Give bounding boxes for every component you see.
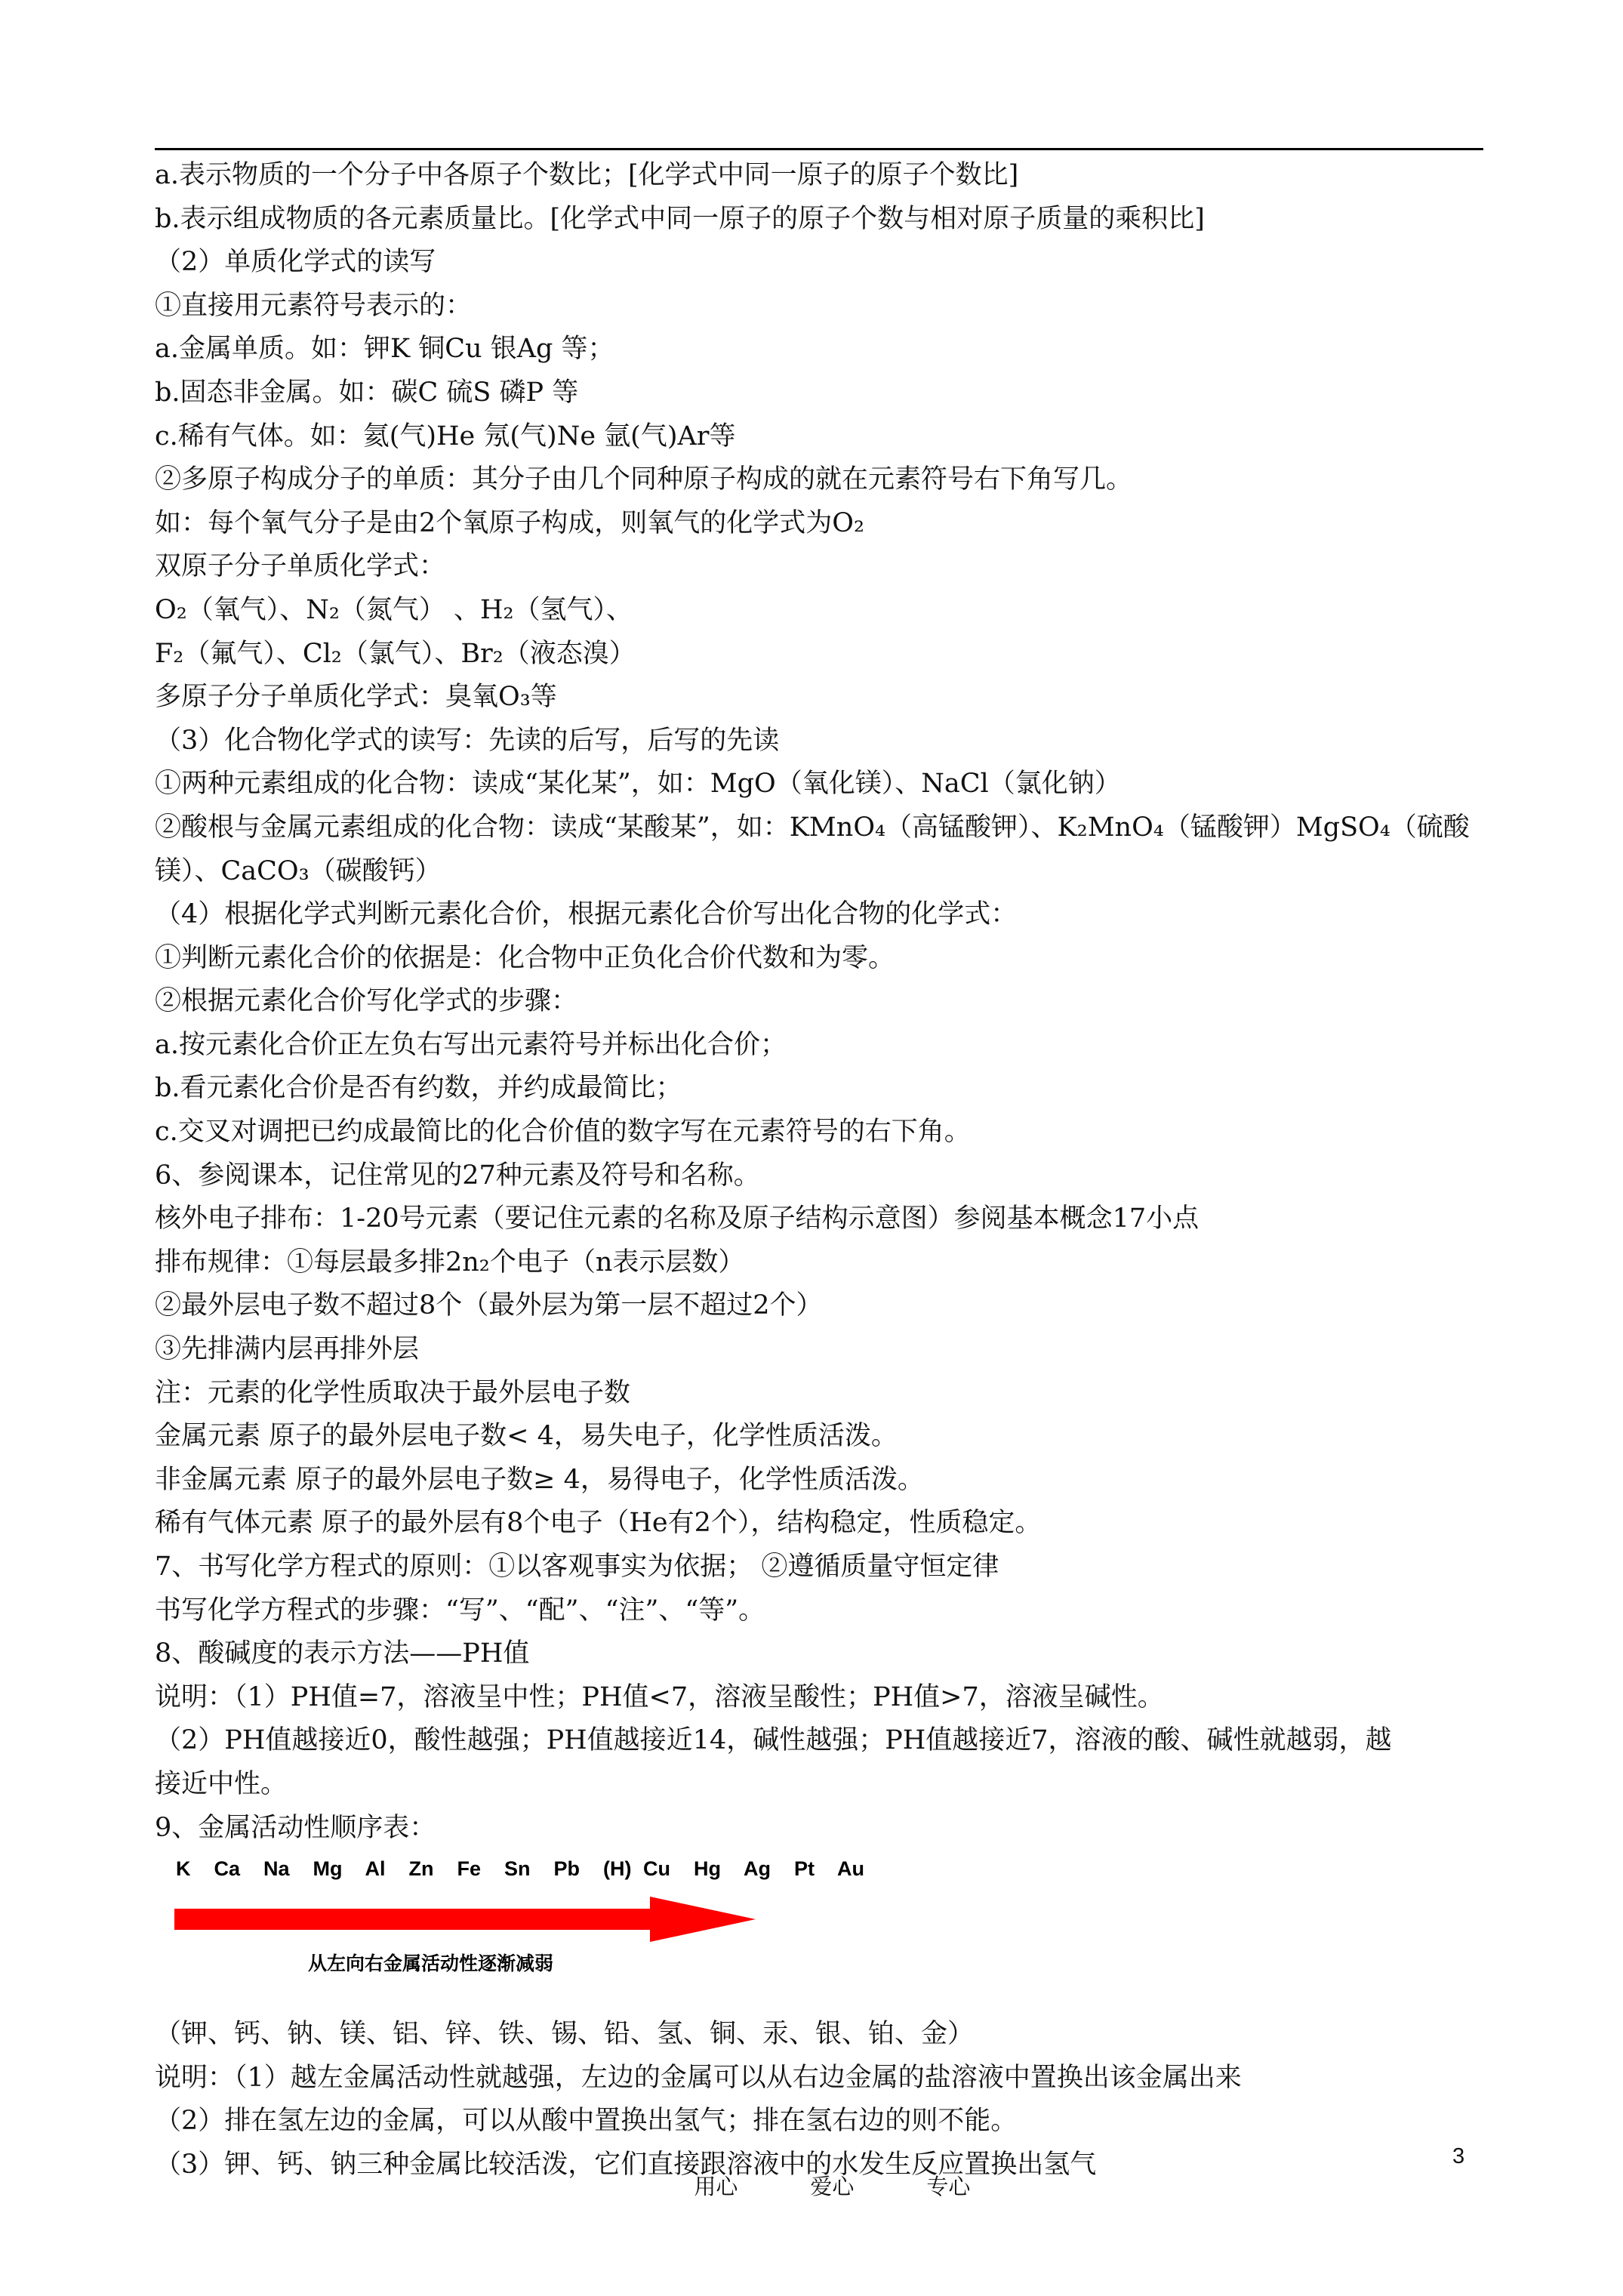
- footer-motto: [652, 2144, 1042, 2227]
- text-line: （4）根据化学式判断元素化合价，根据元素化合价写出化合物的化学式：: [155, 899, 1018, 930]
- text-line: ①两种元素组成的化合物：读成“某化某”，如：MgO（氧化镁）、NaCl（氯化钠）: [155, 769, 1121, 800]
- arrow-right-icon: [174, 1897, 756, 1942]
- text-line: a.金属单质。如：钾K 铜Cu 银Ag 等；: [155, 334, 614, 365]
- text-line: 注：元素的化学性质取决于最外层电子数: [155, 1377, 631, 1408]
- footer-motto-1: 用心: [694, 2174, 738, 2199]
- text-line: 核外电子排布：1-20号元素（要记住元素的名称及原子结构示意图）参阅基本概念17小点: [155, 1203, 1200, 1234]
- text-line: ③先排满内层再排外层: [155, 1334, 420, 1365]
- text-line: 书写化学方程式的步骤：“写”、“配”、“注”、“等”。: [155, 1595, 765, 1626]
- metal-activity-series-figure: [155, 1850, 1491, 2013]
- text-line: ①判断元素化合价的依据是：化合物中正负化合价代数和为零。: [155, 942, 895, 973]
- text-line: b.固态非金属。如：碳C 硫S 磷P 等: [155, 377, 579, 408]
- text-line: 7、书写化学方程式的原则：①以客观事实为依据； ②遵循质量守恒定律: [155, 1552, 999, 1582]
- text-line: 8、酸碱度的表示方法——PH值: [155, 1638, 530, 1669]
- text-line: ②根据元素化合价写化学式的步骤：: [155, 986, 578, 1017]
- page-number: 3: [1452, 2144, 1465, 2168]
- text-line: 排布规律：①每层最多排2n₂个电子（n表示层数）: [155, 1247, 745, 1277]
- text-line: b.看元素化合价是否有约数，并约成最简比；: [155, 1073, 682, 1104]
- text-line: O₂（氧气）、N₂（氮气） 、H₂（氢气）、: [155, 594, 633, 625]
- text-line: 双原子分子单质化学式：: [155, 551, 446, 582]
- header-rule: [155, 148, 1483, 150]
- text-line: 金属元素 原子的最外层电子数< 4，易失电子，化学性质活泼。: [155, 1421, 898, 1452]
- text-block-upper: [155, 154, 1491, 1850]
- body-text: [155, 154, 1491, 2187]
- text-line: ②最外层电子数不超过8个（最外层为第一层不超过2个）: [155, 1290, 823, 1321]
- text-line: 说明：（1）越左金属活动性就越强，左边的金属可以从右边金属的盐溶液中置换出该金属出来: [155, 2062, 1242, 2093]
- footer-motto-2: 爱心: [810, 2174, 855, 2199]
- text-line: c.稀有气体。如：氦(气)He 氖(气)Ne 氩(气)Ar等: [155, 421, 736, 451]
- text-line: a.表示物质的一个分子中各原子个数比；[化学式中同一原子的原子个数比]: [155, 160, 1019, 190]
- text-line: （3）钾、钙、钠三种金属比较活泼，它们直接跟溶液中的水发生反应置换出氢气: [155, 2149, 1097, 2180]
- activity-series-caption: 从左向右金属活动性逐渐减弱: [308, 1952, 554, 1975]
- text-line: b.表示组成物质的各元素质量比。[化学式中同一原子的原子个数与相对原子质量的乘积比]: [155, 203, 1205, 234]
- text-line: ①直接用元素符号表示的：: [155, 290, 473, 321]
- text-line: a.按元素化合价正左负右写出元素符号并标出化合价；: [155, 1029, 787, 1060]
- text-line: （3）化合物化学式的读写：先读的后写，后写的先读: [155, 725, 780, 756]
- text-line: 镁）、CaCO₃（碳酸钙）: [155, 855, 442, 886]
- text-line: 9、金属活动性顺序表：: [155, 1812, 436, 1843]
- text-line: 多原子分子单质化学式：臭氧O₃等: [155, 682, 557, 713]
- text-line: 稀有气体元素 原子的最外层有8个电子（He有2个），结构稳定，性质稳定。: [155, 1508, 1042, 1539]
- text-line: c.交叉对调把已约成最简比的化合价值的数字写在元素符号的右下角。: [155, 1117, 971, 1148]
- text-line: （2）单质化学式的读写: [155, 247, 436, 278]
- text-line: F₂（氟气）、Cl₂（氯气）、Br₂（液态溴）: [155, 638, 636, 669]
- text-line: 接近中性。: [155, 1768, 288, 1799]
- text-line: 如：每个氧气分子是由2个氧原子构成，则氧气的化学式为O₂: [155, 507, 864, 538]
- activity-series-symbols: K Ca Na Mg Al Zn Fe Sn Pb (H) Cu Hg Ag Pt Au: [176, 1857, 864, 1881]
- text-line: 非金属元素 原子的最外层电子数≥ 4，易得电子，化学性质活泼。: [155, 1464, 924, 1495]
- text-line: （2）PH值越接近0，酸性越强；PH值越接近14，碱性越强；PH值越接近7，溶液的酸、碱性就越弱，越: [155, 1725, 1392, 1756]
- text-line: ②酸根与金属元素组成的化合物：读成“某酸某”，如：KMnO₄（高锰酸钾）、K₂MnO₄（锰酸钾）MgSO₄（硫酸: [155, 812, 1470, 843]
- footer-motto-3: 专心: [926, 2174, 971, 2199]
- text-line: 6、参阅课本，记住常见的27种元素及符号和名称。: [155, 1160, 760, 1191]
- text-line: ②多原子构成分子的单质：其分子由几个同种原子构成的就在元素符号右下角写几。: [155, 464, 1133, 495]
- text-line: （2）排在氢左边的金属，可以从酸中置换出氢气；排在氢右边的则不能。: [155, 2106, 1018, 2137]
- text-line: 说明：（1）PH值=7，溶液呈中性；PH值<7，溶液呈酸性；PH值>7，溶液呈碱性。: [155, 1681, 1164, 1712]
- text-line: （钾、钙、钠、镁、铝、锌、铁、锡、铅、氢、铜、汞、银、铂、金）: [155, 2019, 975, 2050]
